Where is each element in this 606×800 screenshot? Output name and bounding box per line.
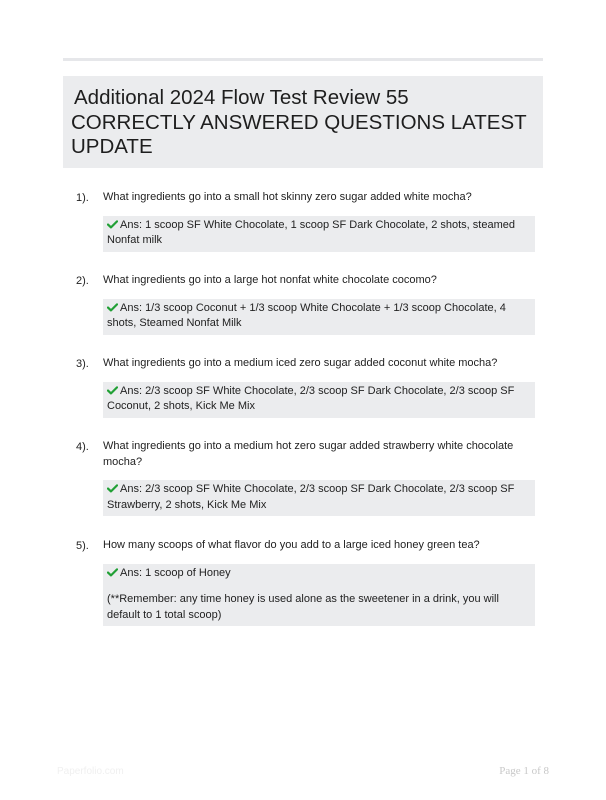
title-line-1: Additional 2024 Flow Test Review 55 (74, 86, 409, 109)
question-item-3 (63, 356, 543, 439)
title-line-3: UPDATE (71, 135, 153, 158)
question-number: 4). (76, 441, 89, 453)
title-line-2: CORRECTLY ANSWERED QUESTIONS LATEST (71, 110, 527, 134)
answer-note: (**Remember: any time honey is used alone as the sweetener in a drink, you will default to 1 total scoop) (107, 593, 499, 621)
question-item-5 (63, 538, 543, 626)
question-text: What ingredients go into a medium iced zero sugar added coconut white mocha? (103, 357, 498, 369)
answer-text: Ans: 1 scoop of Honey (120, 566, 231, 579)
answer-box (103, 299, 535, 335)
question-number: 1). (76, 192, 89, 204)
question-text: What ingredients go into a medium hot zero sugar added strawberry white chocolate mocha? (103, 440, 514, 468)
check-icon (107, 484, 118, 493)
page-number: Page 1 of 8 (499, 765, 549, 777)
check-icon (107, 386, 118, 395)
question-number: 2). (76, 275, 89, 287)
question-number: 3). (76, 358, 89, 370)
page-title (71, 86, 531, 160)
answer-box (103, 382, 535, 418)
question-list (63, 190, 543, 626)
question-item-4 (63, 439, 543, 538)
top-divider (63, 58, 543, 61)
question-number: 5). (76, 540, 89, 552)
answer-text: Ans: 2/3 scoop SF White Chocolate, 2/3 scoop SF Dark Chocolate, 2/3 scoop SF Strawberry, 2 shots, Kick Me Mix (107, 483, 515, 511)
question-item-2 (63, 273, 543, 356)
question-text: What ingredients go into a large hot nonfat white chocolate cocomo? (103, 274, 437, 286)
answer-box (103, 480, 535, 516)
answer-box (103, 564, 535, 627)
answer-text: Ans: 1/3 scoop Coconut + 1/3 scoop White Chocolate + 1/3 scoop Chocolate, 4 shots, Steamed Nonfat Milk (107, 301, 506, 329)
check-icon (107, 220, 118, 229)
question-item-1 (63, 190, 543, 273)
question-text: What ingredients go into a small hot skinny zero sugar added white mocha? (103, 191, 472, 203)
answer-text: Ans: 2/3 scoop SF White Chocolate, 2/3 scoop SF Dark Chocolate, 2/3 scoop SF Coconut, 2 shots, Kick Me Mix (107, 384, 515, 412)
answer-box (103, 216, 535, 252)
check-icon (107, 568, 118, 577)
title-box (63, 76, 543, 168)
question-text: How many scoops of what flavor do you add to a large iced honey green tea? (103, 539, 480, 551)
answer-text: Ans: 1 scoop SF White Chocolate, 1 scoop SF Dark Chocolate, 2 shots, steamed Nonfat milk (107, 218, 515, 246)
footer-watermark: Paperfolio.com (57, 766, 124, 777)
check-icon (107, 303, 118, 312)
